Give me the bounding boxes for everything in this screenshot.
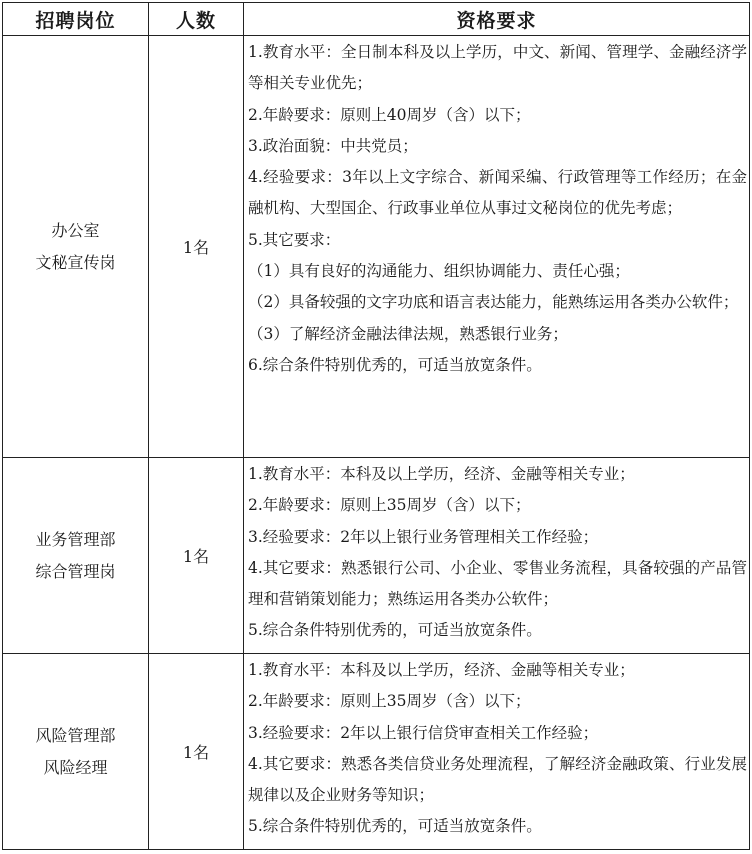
table-header-row [3,3,750,36]
position-dept: 办公室 [51,220,100,240]
requirements-cell [244,36,750,458]
table-row [3,654,750,850]
requirement-item: 2.年龄要求：原则上35周岁（含）以下； [248,692,531,711]
requirement-subitem: （2）具备较强的文字功底和语言表达能力，能熟练运用各类办公软件； [248,293,739,312]
requirements-cell [244,458,750,654]
recruitment-table [2,2,750,850]
count-cell: 1名 [149,654,244,850]
requirement-subitem: （1）具有良好的沟通能力、组织协调能力、责任心强； [248,262,630,281]
position-title: 综合管理岗 [35,561,116,581]
requirement-item: 1.教育水平：本科及以上学历，经济、金融等相关专业； [248,465,635,483]
position-cell [3,654,149,850]
position-title: 文秘宣传岗 [35,252,116,272]
requirement-item: 1.教育水平：全日制本科及以上学历，中文、新闻、管理学、金融经济学等相关专业优先； [248,43,747,93]
requirement-item: 3.经验要求：2年以上银行业务管理相关工作经验； [248,527,599,546]
position-dept: 风险管理部 [35,725,116,745]
table-row [3,36,750,458]
count-cell: 1名 [149,458,244,654]
requirement-item: 6.综合条件特别优秀的，可适当放宽条件。 [248,355,542,374]
header-position: 招聘岗位 [3,3,149,36]
header-requirements: 资格要求 [244,3,750,36]
requirement-item: 2.年龄要求：原则上40周岁（含）以下； [248,105,531,124]
requirement-subitem: （3）了解经济金融法律法规，熟悉银行业务； [248,324,568,343]
requirement-item: 3.政治面貌：中共党员； [248,136,418,155]
requirement-item: 5.综合条件特别优秀的，可适当放宽条件。 [248,817,542,836]
requirement-item: 4.其它要求：熟悉各类信贷业务处理流程，了解经济金融政策、行业发展规律以及企业财务等知识； [248,754,747,805]
count-cell: 1名 [149,36,244,458]
table-row [3,458,750,654]
position-cell [3,458,149,654]
requirement-item: 3.经验要求：2年以上银行信贷审查相关工作经验； [248,723,599,742]
requirement-item: 4.其它要求：熟悉银行公司、小企业、零售业务流程，具备较强的产品管理和营销策划能力；熟练运用各类办公软件； [248,558,747,609]
requirement-item: 5.综合条件特别优秀的，可适当放宽条件。 [248,621,542,640]
requirement-item: 4.经验要求：3年以上文字综合、新闻采编、行政管理等工作经历；在金融机构、大型国企、行政事业单位从事过文秘岗位的优先考虑； [248,168,747,218]
position-cell [3,36,149,458]
requirement-item: 2.年龄要求：原则上35周岁（含）以下； [248,496,531,515]
requirement-item: 1.教育水平：本科及以上学历，经济、金融等相关专业； [248,661,635,679]
position-title: 风险经理 [43,757,108,777]
requirement-item: 5.其它要求： [248,230,341,249]
position-dept: 业务管理部 [35,529,116,549]
requirements-cell [244,654,750,850]
header-count: 人数 [149,3,244,36]
